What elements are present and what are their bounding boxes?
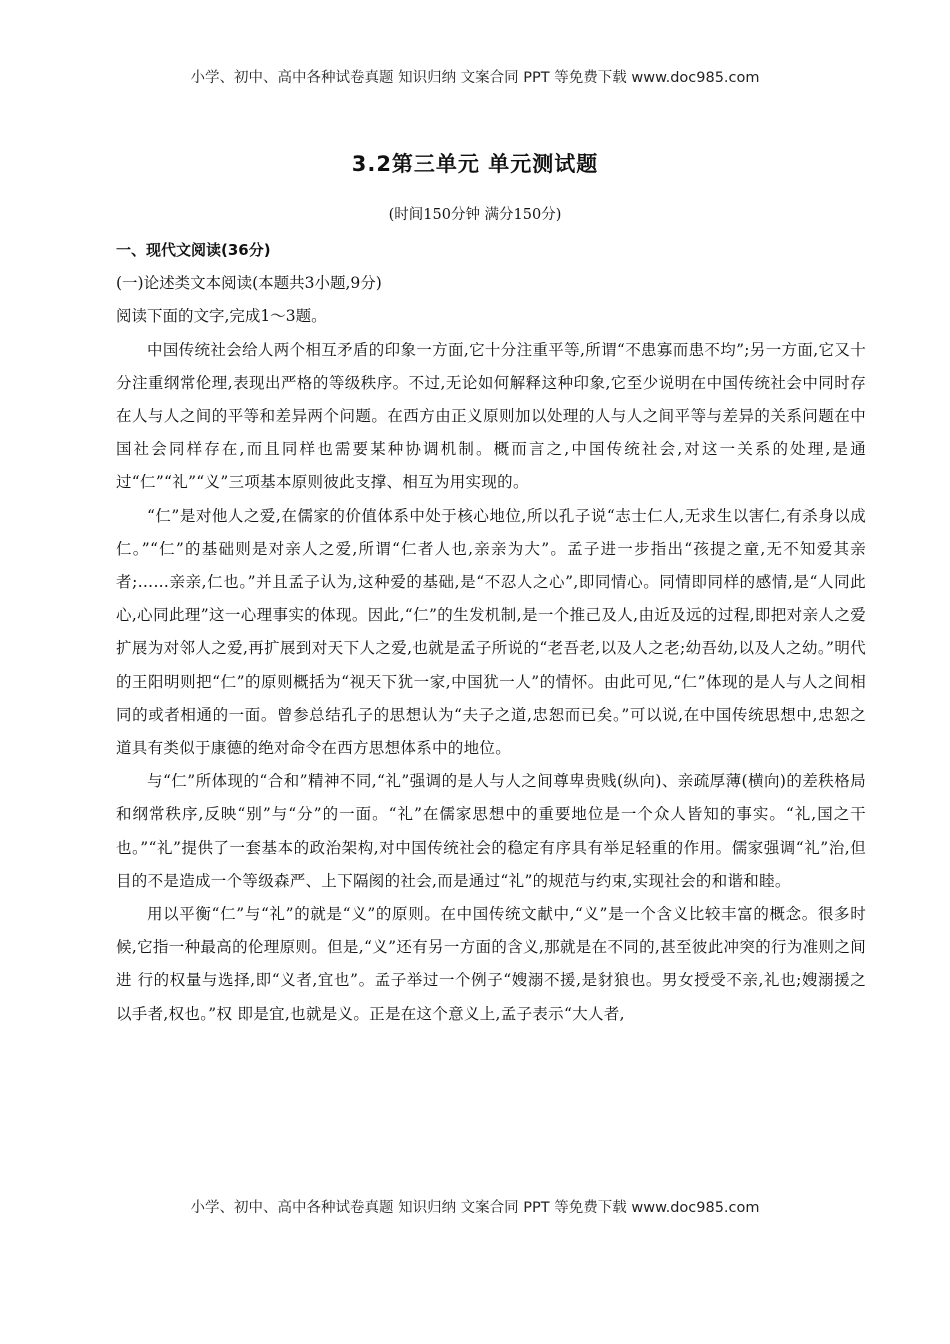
section-heading: 一、现代文阅读(36分) [116,241,271,259]
paragraph: “仁”是对他人之爱,在儒家的价值体系中处于核心地位,所以孔子说“志士仁人,无求生以害仁,有杀身以成仁。”“仁”的基础则是对亲人之爱,所谓“仁者人也,亲亲为大”。孟子进一步指出“孩提之童,无不知爱其亲者;……亲亲,仁也。”并且孟子认为,这种爱的基础,是“不忍人之心”,即同情心。同情即同样的感情,是“人同此心,心同此理”这一心理事实的体现。因此,“仁”的生发机制,是一个推己及人,由近及远的过程,即把对亲人之爱扩展为对邻人之爱,再扩展到对天下人之爱,也就是孟子所说的“老吾老,以及人之老;幼吾幼,以及人之幼。”明代的王阳明则把“仁”的原则概括为“视天下犹一家,中国犹一人”的情怀。由此可见,“仁”体现的是人与人之间相同的或者相通的一面。曾参总结孔子的思想认为“夫子之道,忠恕而已矣。”可以说,在中国传统思想中,忠恕之道具有类似于康德的绝对命令在西方思想体系中的地位。 [116,506,866,758]
paragraph: 与“仁”所体现的“合和”精神不同,“礼”强调的是人与人之间尊卑贵贱(纵向)、亲疏厚薄(横向)的差秩格局和纲常秩序,反映“别”与“分”的一面。“礼”在儒家思想中的重要地位是一个众人皆知的事实。“礼,国之干也。”“礼”提供了一套基本的政治架构,对中国传统社会的稳定有序具有举足轻重的作用。儒家强调“礼”治,但目的不是造成一个等级森严、上下隔阂的社会,而是通过“礼”的规范与约束,实现社会的和谐和睦。 [116,772,866,890]
page-header: 小学、初中、高中各种试卷真题 知识归纳 文案合同 PPT 等免费下载 www.doc985.com [190,70,760,86]
exam-info: (时间150分钟 满分150分) [388,207,562,223]
paragraph: 中国传统社会给人两个相互矛盾的印象一方面,它十分注重平等,所谓“不患寡而患不均”;另一方面,它又十分注重纲常伦理,表现出严格的等级秩序。不过,无论如何解释这种印象,它至少说明在中国传统社会中同时存在人与人之间的平等和差异两个问题。在西方由正义原则加以处理的人与人之间平等与差异的关系问题在中国社会同样存在,而且同样也需要某种协调机制。概而言之,中国传统社会,对这一关系的处理,是通过“仁”“礼”“义”三项基本原则彼此支撑、相互为用实现的。 [116,340,866,492]
subsection-heading: (一)论述类文本阅读(本题共3小题,9分) [116,274,382,293]
reading-instruction: 阅读下面的文字,完成1～3题。 [116,307,327,326]
page-footer: 小学、初中、高中各种试卷真题 知识归纳 文案合同 PPT 等免费下载 www.doc985.com [190,1200,760,1216]
page-title: 3.2第三单元 单元测试题 [351,152,599,176]
document-body [116,234,866,1031]
paragraph: 用以平衡“仁”与“礼”的就是“义”的原则。在中国传统文献中,“义”是一个含义比较丰富的概念。很多时候,它指一种最高的伦理原则。但是,“义”还有另一方面的含义,那就是在不同的,甚至彼此冲突的行为准则之间进 行的权量与选择,即“义者,宜也”。孟子举过一个例子“嫂溺不援,是豺狼也。男女授受不亲,礼也;嫂溺援之以手者,权也。”权 即是宜,也就是义。正是在这个意义上,孟子表示“大人者, [116,905,866,1023]
